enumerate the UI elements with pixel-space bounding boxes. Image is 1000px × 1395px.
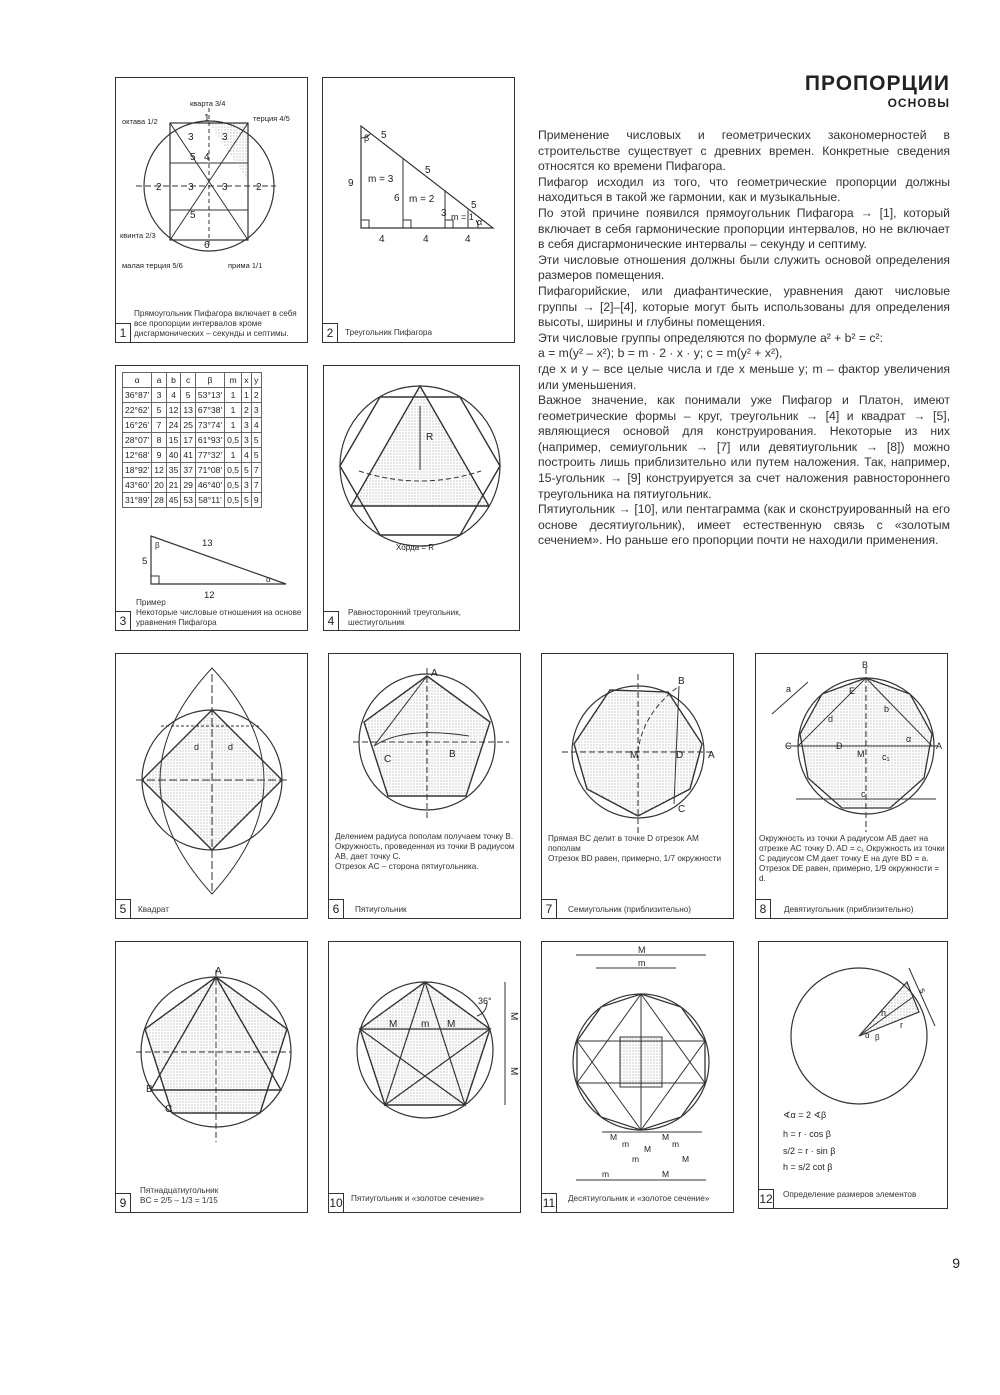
label-terciya: терция 4/5 — [253, 114, 290, 123]
label-oktava: октава 1/2 — [122, 117, 158, 126]
label-num: 5 — [142, 556, 148, 567]
paragraph: Эти числовые отношения должны были служить основой определения размеров помещения. — [538, 252, 950, 283]
table-cell: 7 — [152, 418, 167, 433]
label-D: D — [676, 750, 684, 761]
table-cell: 3 — [242, 418, 252, 433]
figure-11 — [541, 941, 734, 1213]
pythagoras-table — [122, 372, 262, 508]
paragraph: Применение числовых и геометрических закономерностей в строительстве существует с древних времен. Конкретные сведения относятся ко времени Пифагора. — [538, 128, 950, 174]
label-m3: m = 3 — [368, 174, 394, 185]
label-h: h — [881, 1008, 887, 1018]
label-m1: m = 1 — [451, 212, 474, 222]
table-cell: 25 — [181, 418, 196, 433]
figure-2-number: 2 — [323, 323, 338, 342]
label-c: c — [861, 789, 866, 799]
label-num: 1 — [204, 113, 210, 124]
paragraph: Эти числовые группы определяются по формуле a² + b² = c²: — [538, 330, 883, 345]
label-C: C — [678, 804, 686, 815]
label-C: C — [785, 741, 792, 751]
table-cell: 77°32' — [195, 448, 224, 463]
table-cell: 1 — [242, 388, 252, 403]
label-M: M — [610, 1132, 618, 1142]
label-kvinta: квинта 2/3 — [120, 231, 156, 240]
figure-3 — [115, 365, 308, 631]
label-num: 5 — [381, 130, 387, 141]
table-header: b — [166, 373, 181, 388]
label-d: d — [828, 714, 834, 724]
label-num: 3 — [188, 182, 194, 193]
table-cell: 67°38' — [195, 403, 224, 418]
table-row — [123, 388, 262, 403]
table-cell: 5 — [152, 403, 167, 418]
label-M: M — [630, 750, 639, 761]
figure-12-number: 12 — [759, 1189, 774, 1208]
label-malaya: малая терция 5/6 — [122, 261, 183, 270]
table-cell: 5 — [251, 448, 261, 463]
table-cell: 22°62' — [123, 403, 152, 418]
table-cell: 17 — [181, 433, 196, 448]
figure-7-title: Семиугольник (приблизительно) — [568, 905, 692, 914]
table-header-row — [123, 373, 262, 388]
figure-5-number: 5 — [116, 899, 131, 918]
label-num: 5 — [190, 152, 196, 163]
label-num: 5 — [471, 200, 477, 211]
table-cell: 21 — [166, 478, 181, 493]
figure-7-caption: Прямая BC делит в точке D отрезок AM пополам Отрезок BD равен, примерно, 1/7 окружности — [548, 834, 722, 863]
label-B: B — [862, 660, 869, 670]
formula: h = s/2 cot β — [783, 1162, 833, 1172]
table-cell: 4 — [242, 448, 252, 463]
table-row — [123, 478, 262, 493]
label-m: m — [672, 1139, 680, 1149]
figure-11-drawing — [542, 942, 735, 1214]
figure-8-number: 8 — [756, 899, 771, 918]
table-cell: 37 — [181, 463, 196, 478]
label-num: 5 — [190, 210, 196, 221]
label-num: 3 — [222, 182, 228, 193]
table-cell: 36°87' — [123, 388, 152, 403]
label-M: M — [638, 945, 646, 955]
formula: ∢α = 2 ∢β — [783, 1110, 827, 1120]
table-header: m — [225, 373, 242, 388]
figure-1-number: 1 — [116, 323, 131, 342]
figure-5-caption: Квадрат — [138, 905, 170, 914]
figure-9-caption: Пятнадцатиугольник BC = 2/5 – 1/3 = 1/15 — [140, 1186, 219, 1205]
table-cell: 2 — [242, 403, 252, 418]
figure-2-drawing — [323, 78, 516, 344]
page-number: 9 — [952, 1255, 960, 1271]
label-C: C — [165, 1104, 173, 1115]
table-cell: 1 — [225, 388, 242, 403]
label-beta: β — [364, 133, 370, 143]
label-num: 4 — [465, 234, 471, 245]
table-cell: 5 — [251, 433, 261, 448]
table-cell: 31°89' — [123, 493, 152, 508]
label-num: 3 — [441, 208, 447, 219]
label-m: m — [602, 1169, 610, 1179]
figure-10-number: 10 — [329, 1193, 344, 1212]
figure-8-title: Девятиугольник (приблизительно) — [784, 905, 914, 914]
table-header: x — [242, 373, 252, 388]
formula: s/2 = r · sin β — [783, 1146, 836, 1156]
table-row — [123, 448, 262, 463]
figure-6-caption: Делением радиуса пополам получаем точку B. Окружность, проведенная из точки B радиусом AB, дает точку C. Отрезок AC – сторона пятиугольника. — [335, 832, 515, 871]
table-cell: 0,5 — [225, 433, 242, 448]
label-num: 12 — [204, 590, 215, 601]
table-cell: 3 — [242, 433, 252, 448]
table-cell: 29 — [181, 478, 196, 493]
table-cell: 28°07' — [123, 433, 152, 448]
table-cell: 9 — [251, 493, 261, 508]
label-M: M — [508, 1067, 519, 1076]
table-cell: 2 — [251, 388, 261, 403]
table-cell: 12 — [166, 403, 181, 418]
table-cell: 20 — [152, 478, 167, 493]
table-row — [123, 493, 262, 508]
label-M: M — [508, 1012, 519, 1021]
label-s: s — [917, 986, 929, 995]
figure-4-drawing — [324, 366, 521, 632]
table-cell: 12°68' — [123, 448, 152, 463]
table-cell: 3 — [152, 388, 167, 403]
paragraph: Пифагор исходил из того, что геометрические пропорции должны находиться в такой же гармонии, как и музыкальные. — [538, 174, 950, 205]
label-num: 3 — [188, 132, 194, 143]
label-num: 9 — [348, 178, 354, 189]
figure-9-number: 9 — [116, 1193, 131, 1212]
figure-6-number: 6 — [329, 899, 344, 918]
figure-2-caption: Треугольник Пифагора — [345, 328, 433, 337]
table-cell: 16°26' — [123, 418, 152, 433]
page-subtitle: ОСНОВЫ — [887, 96, 950, 110]
paragraph: где x и y – все целые числа и где x меньше y; m – фактор увеличения или уменьшения. — [538, 361, 950, 392]
table-header: y — [251, 373, 261, 388]
label-alpha: α — [906, 734, 912, 744]
label-num: 4 — [379, 234, 385, 245]
table-row — [123, 433, 262, 448]
table-header: c — [181, 373, 196, 388]
table-row — [123, 418, 262, 433]
paragraph: Пятиугольник → [10], или пентаграмма (как и сконструированный на его основе десятиугольник), имеет естественную связь с «золотым сечением». Но раньше его пропорции почти не находили применения. — [538, 502, 950, 548]
table-header: α — [123, 373, 152, 388]
table-cell: 58°11' — [195, 493, 224, 508]
figure-12-caption: Определение размеров элементов — [783, 1190, 917, 1199]
table-cell: 71°08' — [195, 463, 224, 478]
label-d: d — [194, 742, 200, 752]
label-C: C — [384, 754, 392, 765]
table-cell: 45 — [166, 493, 181, 508]
table-cell: 4 — [166, 388, 181, 403]
figure-9 — [115, 941, 308, 1213]
label-alpha: α — [266, 575, 271, 584]
table-cell: 0,5 — [225, 478, 242, 493]
table-cell: 18°92' — [123, 463, 152, 478]
figure-1-drawing — [116, 78, 309, 344]
table-row — [123, 403, 262, 418]
figure-10-drawing — [329, 942, 522, 1214]
table-cell: 5 — [242, 463, 252, 478]
label-B: B — [449, 749, 456, 760]
paragraph: a = m(y² – x²); b = m · 2 · x · y; c = m(y² + x²), — [538, 346, 783, 361]
figure-7 — [541, 653, 734, 919]
table-cell: 3 — [251, 403, 261, 418]
figure-10-caption: Пятиугольник и «золотое сечение» — [351, 1194, 485, 1203]
label-c1: c₁ — [882, 752, 890, 762]
label-M: M — [662, 1132, 670, 1142]
label-m: m — [632, 1154, 640, 1164]
label-kvarta: кварта 3/4 — [190, 99, 226, 108]
label-M: M — [644, 1144, 652, 1154]
label-m: m — [421, 1019, 430, 1030]
figure-4 — [323, 365, 520, 631]
label-r: r — [900, 1020, 903, 1030]
body-text — [538, 128, 950, 549]
label-d: d — [228, 742, 234, 752]
figure-8-caption: Окружность из точки A радиусом AB дает на отрезке AC точку D. AD = c₁ Окружность из точки C радиусом CM дает точку E на дуге BD = a. Отрезок DE равен, примерно, 1/9 окружности = d. — [759, 834, 945, 883]
figure-4-number: 4 — [324, 611, 339, 630]
table-header: a — [152, 373, 167, 388]
table-cell: 53 — [181, 493, 196, 508]
label-beta: β — [155, 541, 160, 550]
label-alpha: α — [865, 1031, 870, 1040]
paragraph: По этой причине появился прямоугольник Пифагора → [1], который включает в себя гармонические пропорции интервалов, но не включает в себя дисгармонические интервалы – секунду и септиму. — [538, 205, 950, 252]
label-num: 6 — [394, 193, 400, 204]
label-D: D — [836, 741, 843, 751]
label-M: M — [857, 749, 865, 759]
figure-7-number: 7 — [542, 899, 557, 918]
label-E: E — [849, 686, 856, 696]
table-cell: 40 — [166, 448, 181, 463]
label-M: M — [447, 1019, 456, 1030]
table-header: β — [195, 373, 224, 388]
figure-12 — [758, 941, 948, 1209]
label-M: M — [389, 1019, 398, 1030]
table-cell: 15 — [166, 433, 181, 448]
figure-11-number: 11 — [542, 1193, 557, 1212]
label-num: 5 — [425, 165, 431, 176]
label-b: b — [884, 704, 890, 714]
table-cell: 35 — [166, 463, 181, 478]
table-cell: 7 — [251, 478, 261, 493]
figure-5-drawing — [116, 654, 309, 920]
table-cell: 5 — [181, 388, 196, 403]
table-cell: 0,5 — [225, 463, 242, 478]
table-cell: 7 — [251, 463, 261, 478]
label-prima: прима 1/1 — [228, 261, 263, 270]
figure-6-title: Пятиугольник — [355, 905, 407, 914]
figure-6-drawing — [329, 654, 522, 920]
figure-6 — [328, 653, 521, 919]
label-m: m — [638, 958, 646, 968]
figure-3-caption: Пример Некоторые числовые отношения на основе уравнения Пифагора — [136, 598, 302, 627]
figure-1-caption: Прямоугольник Пифагора включает в себя все пропорции интервалов кроме дисгармонических – секунды и септимы. — [134, 309, 297, 338]
table-cell: 9 — [152, 448, 167, 463]
label-A: A — [936, 741, 943, 751]
label-A: A — [708, 750, 715, 761]
label-m: m — [622, 1139, 630, 1149]
label-num: 3 — [222, 132, 228, 143]
figure-3-number: 3 — [116, 611, 131, 630]
label-36: 36° — [478, 996, 492, 1006]
table-cell: 13 — [181, 403, 196, 418]
label-M: M — [662, 1169, 670, 1179]
label-a: a — [786, 684, 792, 694]
label-B: B — [678, 676, 685, 687]
paragraph: Пифагорийские, или диафантические, уравнения дают числовые группы → [2]–[4], которые могут быть использованы для определения высоты, ширины и глубины помещения. — [538, 283, 950, 330]
figure-4-caption: Равносторонний треугольник, шестиугольник — [348, 608, 462, 627]
table-cell: 24 — [166, 418, 181, 433]
label-num: 4 — [423, 234, 429, 245]
label-R: R — [426, 432, 434, 443]
table-cell: 1 — [225, 403, 242, 418]
formula: h = r · cos β — [783, 1129, 831, 1139]
figure-11-caption: Десятиугольник и «золотое сечение» — [568, 1194, 710, 1203]
label-num: 13 — [202, 538, 213, 549]
page-title: ПРОПОРЦИИ — [804, 72, 950, 95]
label-alpha: α — [477, 217, 483, 227]
table-cell: 41 — [181, 448, 196, 463]
table-cell: 46°40' — [195, 478, 224, 493]
label-m2: m = 2 — [409, 194, 435, 205]
table-row — [123, 463, 262, 478]
label-num: 2 — [156, 182, 162, 193]
table-cell: 12 — [152, 463, 167, 478]
label-num: 6 — [204, 240, 210, 251]
label-num: 4 — [204, 152, 210, 163]
table-cell: 8 — [152, 433, 167, 448]
table-cell: 5 — [242, 493, 252, 508]
label-horda: Хорда = R — [396, 543, 434, 552]
label-beta: β — [875, 1033, 880, 1042]
label-B: B — [146, 1084, 153, 1095]
figure-12-drawing — [759, 942, 949, 1210]
table-cell: 0,5 — [225, 493, 242, 508]
label-num: 2 — [256, 182, 262, 193]
table-cell: 4 — [251, 418, 261, 433]
table-cell: 3 — [242, 478, 252, 493]
table-cell: 53°13' — [195, 388, 224, 403]
figure-7-drawing — [542, 654, 735, 920]
table-cell: 43°60' — [123, 478, 152, 493]
table-cell: 1 — [225, 418, 242, 433]
figure-10 — [328, 941, 521, 1213]
figure-8 — [755, 653, 948, 919]
figure-1 — [115, 77, 308, 343]
table-cell: 28 — [152, 493, 167, 508]
paragraph: Важное значение, как понимали уже Пифагор и Платон, имеют геометрические формы – круг, треугольник → [4] и квадрат → [5], являющиеся основой для конструирования. Некоторые из них (например, семиугольник → [7] или девятиугольник → [8]) можно построить лишь приблизительно или путем наложения. Так, например, 15-угольник → [9] конструируется за счет наложения равностороннего треугольника на пятиугольник. — [538, 393, 950, 501]
label-M: M — [682, 1154, 690, 1164]
table-cell: 61°93' — [195, 433, 224, 448]
figure-5 — [115, 653, 308, 919]
label-A: A — [215, 966, 222, 977]
table-cell: 1 — [225, 448, 242, 463]
label-A: A — [431, 668, 438, 679]
table-cell: 73°74' — [195, 418, 224, 433]
figure-9-drawing — [116, 942, 309, 1214]
figure-2 — [322, 77, 515, 343]
